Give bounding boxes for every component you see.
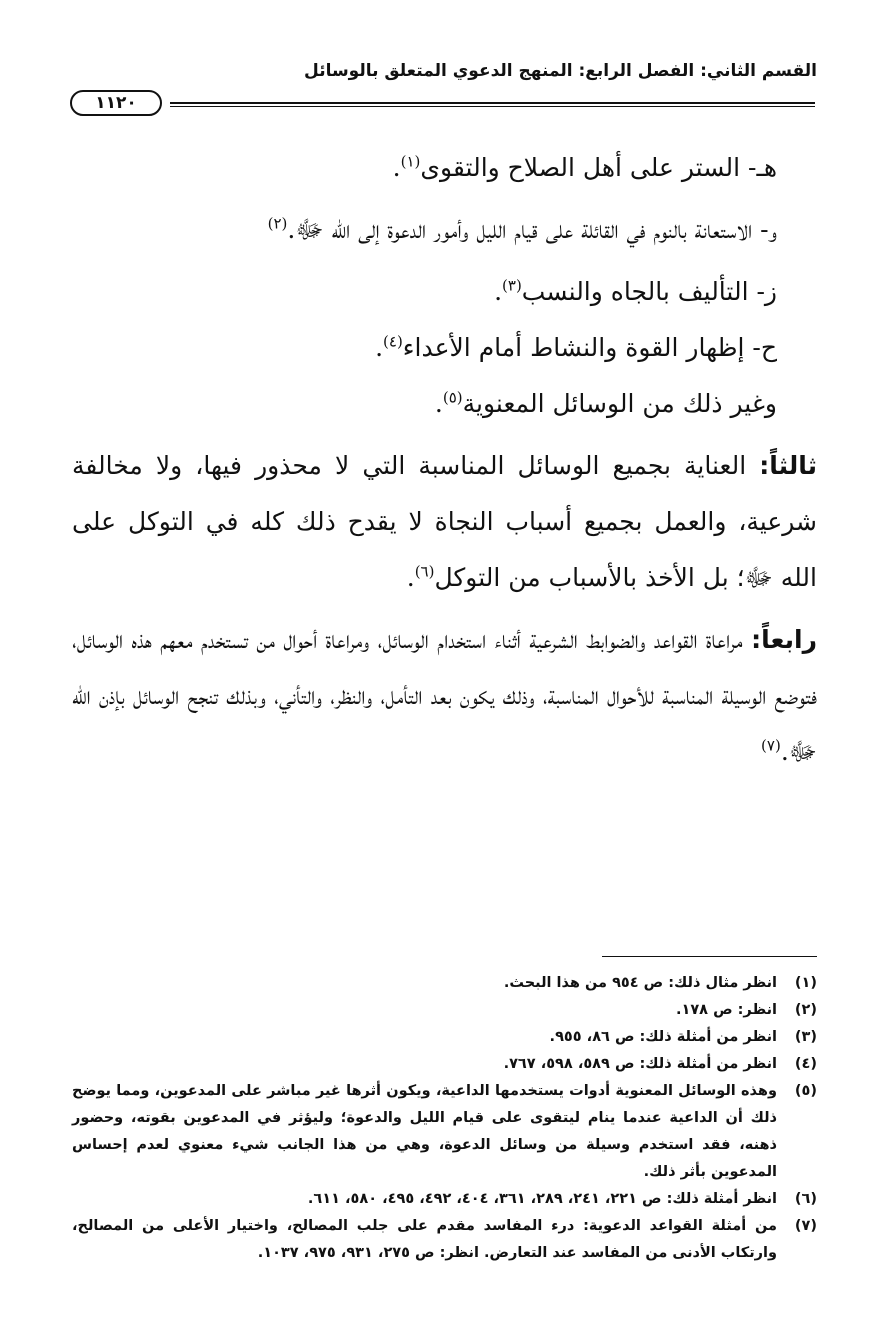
item-end: . [494,277,503,306]
footnote-number: (١) [794,975,817,991]
footnote [72,1078,817,1186]
footnote-ref: (٧) [761,736,781,755]
paragraph-text: العناية بجميع الوسائل المناسبة التي لا محذور فيها، ولا مخالفة شرعية، والعمل بجميع أسباب النجاة لا يقدح ذلك كله في التوكل على الله ﷻ؛ بل الأخذ بالأسباب من التوكل [72,451,817,592]
list-item [72,140,817,196]
paragraph-text: مراعاة القواعد والضوابط الشرعية أثناء استخدام الوسائل، ومراعاة أحوال من تستخدم معهم هذه الوسائل، فتوضع الوسيلة المناسبة للأحوال المناسبة، وذلك يكون بعد التأمل، والنظر، والتأني، وبذلك تنجح الوسائل بإذن الله ﷻ. [72,625,817,766]
footnote-text: من أمثلة القواعد الدعوية: درء المفاسد مقدم على جلب المصالح، واختيار الأعلى من المصالح، وارتكاب الأدنى من المفاسد عند التعارض. انظر: ص ٢٧٥، ٩٣١، ٩٧٥، ١٠٣٧. [72,1218,777,1261]
list-item [72,320,817,376]
footnote [72,1186,817,1213]
footnote-number: (٦) [794,1191,817,1207]
header-double-line [170,102,815,107]
footnote-text: انظر من أمثلة ذلك: ص ٨٦، ٩٥٥. [549,1029,777,1045]
footnote [72,997,817,1024]
running-title: القسم الثاني: الفصل الرابع: المنهج الدعوي المتعلق بالوسائل [304,61,817,81]
paragraph-fourth [72,612,817,780]
footnote-text: انظر أمثلة ذلك: ص ٢٢١، ٢٤١، ٢٨٩، ٣٦١، ٤٠٤، ٤٩٢، ٤٩٥، ٥٨٠، ٦١١. [307,1191,777,1207]
paragraph [72,376,817,432]
footnote-ref: (٥) [442,388,463,407]
item-text: و- الاستعانة بالنوم في القائلة على قيام الليل وأمور الدعوة إلى الله ﷻ. [287,215,777,244]
footnote [72,1051,817,1078]
footnote-text: وهذه الوسائل المعنوية أدوات يستخدمها الداعية، ويكون أثرها غير مباشر على المدعوين، ومما يوضح ذلك أن الداعية عندما ينام ليتقوى على قيام الليل والدعوة؛ وليؤثر في المدعوين بقوته، وحضور ذهنه، فقد استخدم وسيلة من وسائل الدعوة، وهي من هذا الجانب شيء معنوي لعدم إحساس المدعوين بأثر ذلك. [72,1083,777,1180]
paragraph-end: . [434,389,443,418]
footnote-number: (٧) [794,1218,817,1234]
footnote-ref: (٤) [383,332,403,351]
item-end: . [392,153,401,182]
footnote-ref: (٦) [414,562,435,581]
paragraph-lead: ثالثاً: [759,451,818,480]
footnote [72,1024,817,1051]
item-end: . [375,333,384,362]
footnote-number: (٤) [794,1056,817,1072]
header-rule [70,90,815,118]
footnote-number: (٣) [794,1029,817,1045]
footnote-ref: (٢) [267,214,288,233]
paragraph-third [72,438,817,606]
main-text [72,140,817,780]
footnotes [72,970,817,1267]
paragraph-text: وغير ذلك من الوسائل المعنوية [462,389,777,418]
footnote-separator [602,956,817,957]
paragraph-end: . [406,563,415,592]
list-item [72,264,817,320]
footnote-text: انظر من أمثلة ذلك: ص ٥٨٩، ٥٩٨، ٧٦٧. [503,1056,777,1072]
footnote-ref: (٣) [502,276,522,295]
page-number: ١١٢٠ [70,90,162,116]
paragraph-lead: رابعاً: [751,625,818,654]
item-text: هـ- الستر على أهل الصلاح والتقوى [420,153,777,182]
footnote [72,970,817,997]
item-text: ح- إظهار القوة والنشاط أمام الأعداء [402,333,777,362]
footnote-number: (٥) [794,1083,817,1099]
item-text: ز- التأليف بالجاه والنسب [521,277,777,306]
footnote-ref: (١) [400,152,421,171]
footnote-number: (٢) [794,1002,817,1018]
footnote-text: انظر: ص ١٧٨. [675,1002,777,1018]
footnote-text: انظر مثال ذلك: ص ٩٥٤ من هذا البحث. [503,975,777,991]
list-item [72,202,817,258]
footnote [72,1213,817,1267]
